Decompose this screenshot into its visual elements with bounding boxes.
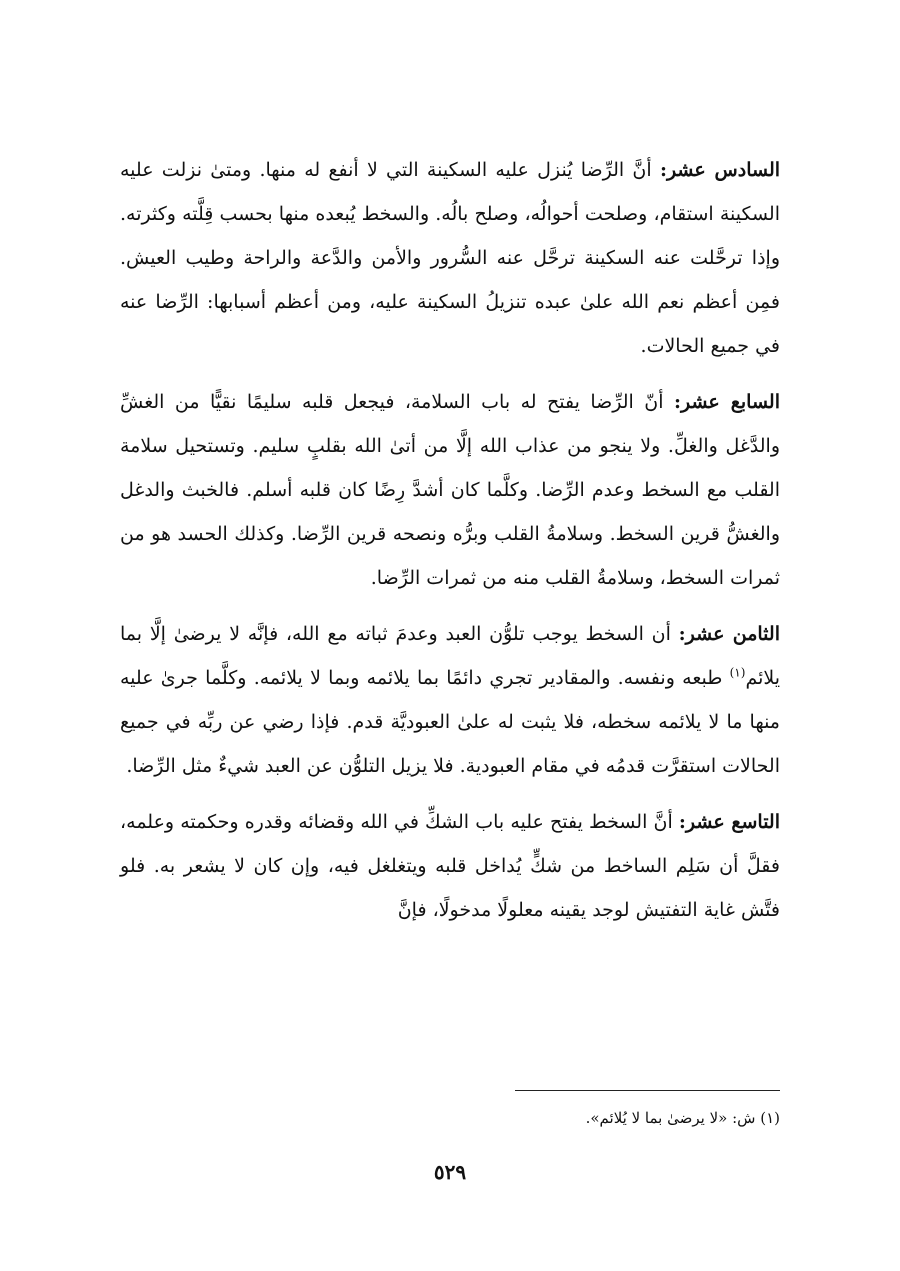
paragraph-body: أنّ الرِّضا يفتح له باب السلامة، فيجعل قلبه سليمًا نقيًّا من الغشِّ والدَّغل والغلِّ. ولا ينجو من عذاب الله إلَّا من أتىٰ الله بقلبٍ سليم. وتستحيل سلامة القلب مع السخط وعدم الرِّضا. وكلَّما كان أشدَّ رِضًا كان قلبه أسلم. فالخبث والدغل والغشُّ قرين السخط. وسلامةُ القلب وبرُّه ونصحه قرين الرِّضا. وكذلك الحسد هو من ثمرات السخط، وسلامةُ القلب منه من ثمرات الرِّضا. — [120, 391, 780, 589]
footnote-reference[interactable]: (١) — [729, 665, 746, 680]
paragraph-18 — [120, 612, 780, 788]
paragraph-heading: الثامن عشر: — [678, 623, 780, 645]
paragraph-heading: التاسع عشر: — [678, 811, 780, 833]
footnote-text: ش: «لا يرضىٰ بما لا يُلائم». — [585, 1109, 756, 1127]
footnote — [120, 1104, 780, 1132]
paragraph-17 — [120, 380, 780, 600]
paragraph-body-continued: طبعه ونفسه. والمقادير تجري دائمًا بما يلائمه وبما لا يلائمه. وكلَّما جرىٰ عليه منها ما لا يلائمه سخطه، فلا يثبت له علىٰ العبوديَّة قدم. فإذا رضي عن ربِّه في جميع الحالات استقرَّت قدمُه في مقام العبودية. فلا يزيل التلوُّن عن العبد شيءٌ مثل الرِّضا. — [120, 667, 780, 777]
paragraph-body: أنَّ الرِّضا يُنزل عليه السكينة التي لا أنفع له منها. ومتىٰ نزلت عليه السكينة استقام، وصلحت أحوالُه، وصلح بالُه. والسخط يُبعده منها بحسب قِلَّته وكثرته. وإذا ترحَّلت عنه السكينة ترحَّل عنه السُّرور والأمن والدَّعة والراحة وطيب العيش. فمِن أعظم نعم الله علىٰ عبده تنزيلُ السكينة عليه، ومن أعظم أسبابها: الرِّضا عنه في جميع الحالات. — [120, 159, 780, 357]
paragraph-16 — [120, 148, 780, 368]
footnote-number: (١) — [760, 1109, 780, 1127]
paragraph-heading: السادس عشر: — [659, 159, 781, 181]
footnote-divider — [515, 1090, 780, 1091]
main-text — [120, 148, 780, 944]
page-number: ٥٢٩ — [433, 1160, 467, 1184]
paragraph-body: أنَّ السخط يفتح عليه باب الشكِّ في الله وقضائه وقدره وحكمته وعلمه، فقلَّ أن سَلِم الساخط من شكٍّ يُداخل قلبه ويتغلغل فيه، وإن كان لا يشعر به. فلو فتَّش غاية التفتيش لوجد يقينه معلولًا مدخولًا، فإنَّ — [120, 811, 780, 921]
paragraph-body: أن السخط يوجب تلوُّن العبد وعدمَ ثباته مع الله، فإنَّه لا يرضىٰ إلَّا بما يلائم — [120, 623, 780, 689]
paragraph-heading: السابع عشر: — [673, 391, 780, 413]
paragraph-19 — [120, 800, 780, 932]
